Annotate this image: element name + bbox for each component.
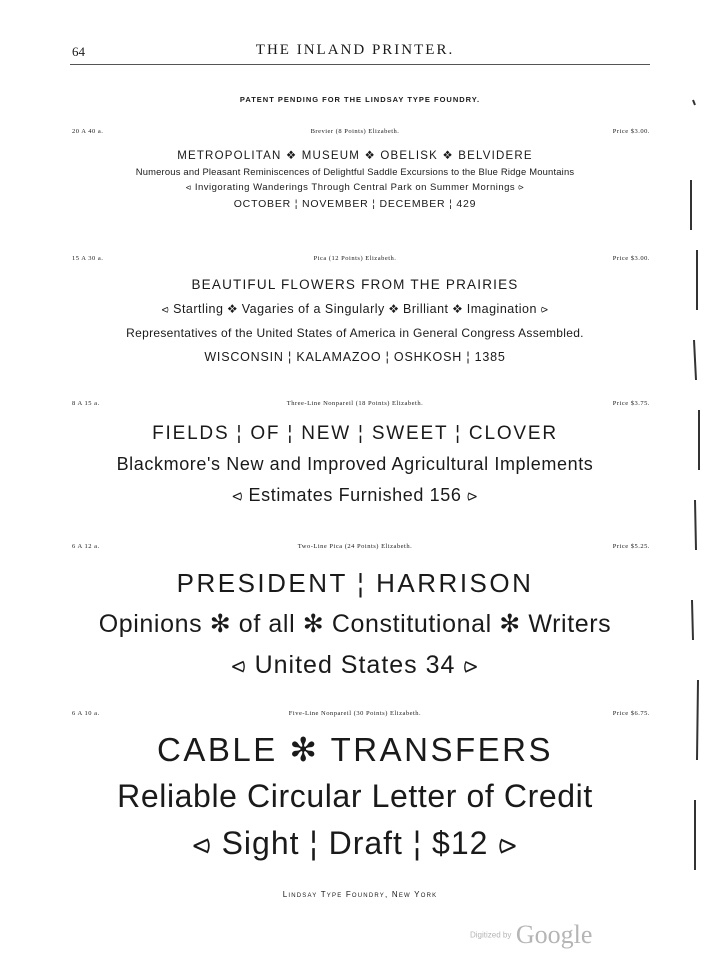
specimen-three-line-nonpareil [60,400,650,511]
google-logo: Google [515,920,593,949]
specimen-line: ⪦ Estimates Furnished 156 ⪧ [232,485,478,505]
page-header [60,40,650,68]
specimen-line: CABLE ✻ TRANSFERS [157,731,553,768]
specimen-line: ⪦ United States 34 ⪧ [231,651,479,679]
foundry-imprint: Lindsay Type Foundry, New York [282,890,438,899]
specimen-line: WISCONSIN ¦ KALAMAZOO ¦ OSHKOSH ¦ 1385 [204,350,506,364]
specimen-line: Numerous and Pleasant Reminiscences of Delightful Saddle Excursions to the Blue Ridge Mountains [135,166,575,177]
bleed-through-edge [683,80,705,900]
specimen-line: ⪦ Sight ¦ Draft ¦ $12 ⪧ [192,825,518,861]
specimen-meta [60,543,650,557]
specimen-meta [60,255,650,269]
specimen-line: METROPOLITAN ❖ MUSEUM ❖ OBELISK ❖ BELVIDERE [177,150,533,162]
edge-marks [691,100,699,870]
specimen-size: Brevier (8 Points) Elizabeth. [310,128,400,135]
patent-note: PATENT PENDING FOR THE LINDSAY TYPE FOUNDRY. [239,95,481,104]
specimen-meta [60,710,650,724]
watermark-prefix: Digitized by [470,930,512,940]
page-number: 64 [72,44,85,59]
specimen-size: Three-Line Nonpareil (18 Points) Elizabeth. [286,400,424,407]
specimen-line: ⪦ Startling ❖ Vagaries of a Singularly ❖ Brilliant ❖ Imagination ⪧ [161,302,549,316]
journal-title: THE INLAND PRINTER. [255,42,455,58]
specimen-price: Price $3.00. [612,128,650,135]
specimen-line: Opinions ✻ of all ✻ Constitutional ✻ Writers [98,610,612,638]
specimen-size: Two-Line Pica (24 Points) Elizabeth. [297,543,413,550]
specimen-line: ⪦ Invigorating Wanderings Through Central Park on Summer Mornings ⪧ [185,182,525,193]
specimen-line: FIELDS ¦ OF ¦ NEW ¦ SWEET ¦ CLOVER [152,423,558,444]
specimen-quantity: 8 A 15 a. [72,400,100,407]
specimen-price: Price $6.75. [612,710,650,717]
specimen-pica [60,255,650,369]
specimen-price: Price $3.75. [612,400,650,407]
digitized-watermark [470,920,592,950]
specimen-line: OCTOBER ¦ NOVEMBER ¦ DECEMBER ¦ 429 [233,198,477,210]
specimen-two-line-pica [60,543,650,686]
specimen-line: BEAUTIFUL FLOWERS FROM THE PRAIRIES [191,277,519,292]
specimen-meta [60,400,650,414]
specimen-price: Price $3.00. [612,255,650,262]
specimen-line: PRESIDENT ¦ HARRISON [176,568,534,598]
specimen-quantity: 6 A 10 a. [72,710,100,717]
specimen-line: Reliable Circular Letter of Credit [117,778,593,814]
specimen-size: Five-Line Nonpareil (30 Points) Elizabeth. [288,710,422,717]
specimen-quantity: 15 A 30 a. [72,255,104,262]
specimen-line: Blackmore's New and Improved Agricultural Implements [116,454,594,474]
specimen-five-line-nonpareil [60,710,650,867]
header-rule [70,64,650,65]
specimen-size: Pica (12 Points) Elizabeth. [313,255,397,262]
specimen-line: Representatives of the United States of America in General Congress Assembled. [126,326,584,340]
specimen-meta [60,128,650,142]
specimen-quantity: 6 A 12 a. [72,543,100,550]
specimen-brevier [60,128,650,212]
specimen-quantity: 20 A 40 a. [72,128,104,135]
specimen-price: Price $5.25. [612,543,650,550]
